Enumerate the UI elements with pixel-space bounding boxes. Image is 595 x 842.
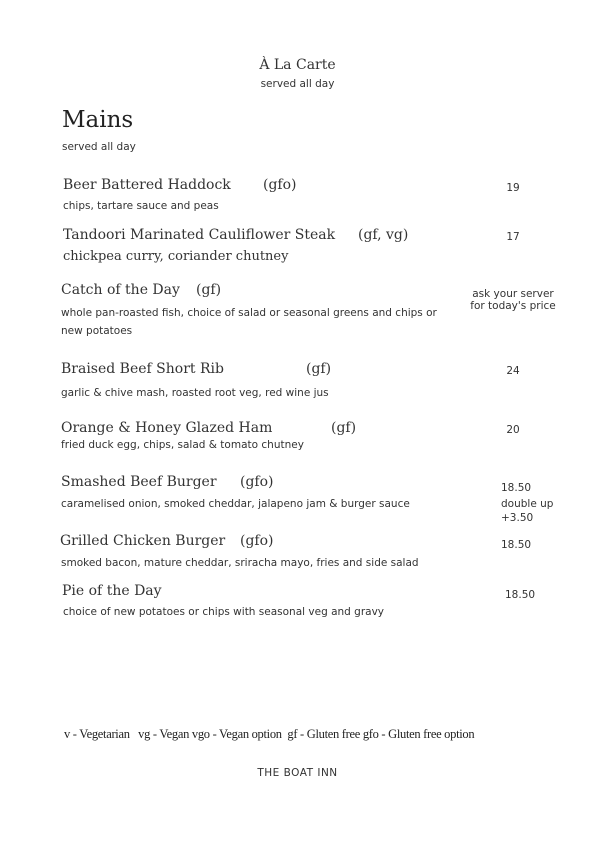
- menu-item-price: 24: [506, 365, 520, 377]
- menu-item-tag: (gf, vg): [358, 227, 409, 243]
- menu-item-name: Orange & Honey Glazed Ham: [61, 420, 273, 436]
- restaurant-name: THE BOAT INN: [257, 767, 338, 779]
- menu-item-tag: (gfo): [240, 474, 274, 490]
- menu-item-tag: (gfo): [240, 533, 274, 549]
- menu-item-description: garlic & chive mash, roasted root veg, red wine jus: [61, 387, 329, 399]
- menu-item-description: chips, tartare sauce and peas: [63, 200, 219, 212]
- menu-item-price: 18.50: [505, 589, 536, 601]
- menu-item-description: smoked bacon, mature cheddar, sriracha mayo, fries and side salad: [61, 557, 419, 569]
- menu-item-name: Catch of the Day: [61, 282, 180, 298]
- menu-item-description: fried duck egg, chips, salad & tomato chutney: [61, 439, 304, 451]
- section-subtitle: served all day: [62, 141, 136, 153]
- menu-item-price-extra: double up +3.50: [501, 498, 554, 524]
- menu-item-name: Pie of the Day: [62, 583, 162, 599]
- menu-item-description: choice of new potatoes or chips with seasonal veg and gravy: [63, 606, 385, 618]
- menu-header-title: À La Carte: [259, 57, 336, 73]
- menu-item-tag: (gf): [306, 361, 332, 377]
- menu-item-price: 19: [506, 182, 520, 194]
- menu-item-tag: (gfo): [263, 177, 297, 193]
- menu-item-name: Braised Beef Short Rib: [61, 361, 224, 377]
- menu-item-price: 20: [506, 424, 520, 436]
- menu-item-name: Tandoori Marinated Cauliflower Steak: [63, 227, 336, 243]
- menu-item-name: Beer Battered Haddock: [63, 177, 231, 193]
- menu-item-price: 18.50: [501, 539, 532, 551]
- dietary-legend: v - Vegetarian vg - Vegan vgo - Vegan option gf - Gluten free gfo - Gluten free option: [64, 727, 475, 741]
- menu-item-price: ask your server for today's price: [470, 288, 556, 312]
- menu-item-name: Grilled Chicken Burger: [60, 533, 226, 549]
- section-title: Mains: [62, 107, 134, 133]
- menu-header-subtitle: served all day: [260, 78, 335, 90]
- menu-item-tag: (gf): [331, 420, 357, 436]
- menu-item-price: 18.50: [501, 482, 532, 494]
- menu-item-description: caramelised onion, smoked cheddar, jalapeno jam & burger sauce: [61, 498, 410, 510]
- menu-item-description: whole pan-roasted fish, choice of salad or seasonal greens and chips or new potatoes: [61, 307, 437, 337]
- menu-item-description: chickpea curry, coriander chutney: [63, 249, 289, 264]
- menu-item-price: 17: [506, 231, 520, 243]
- menu-item-name: Smashed Beef Burger: [61, 474, 217, 490]
- menu-item-tag: (gf): [196, 282, 222, 298]
